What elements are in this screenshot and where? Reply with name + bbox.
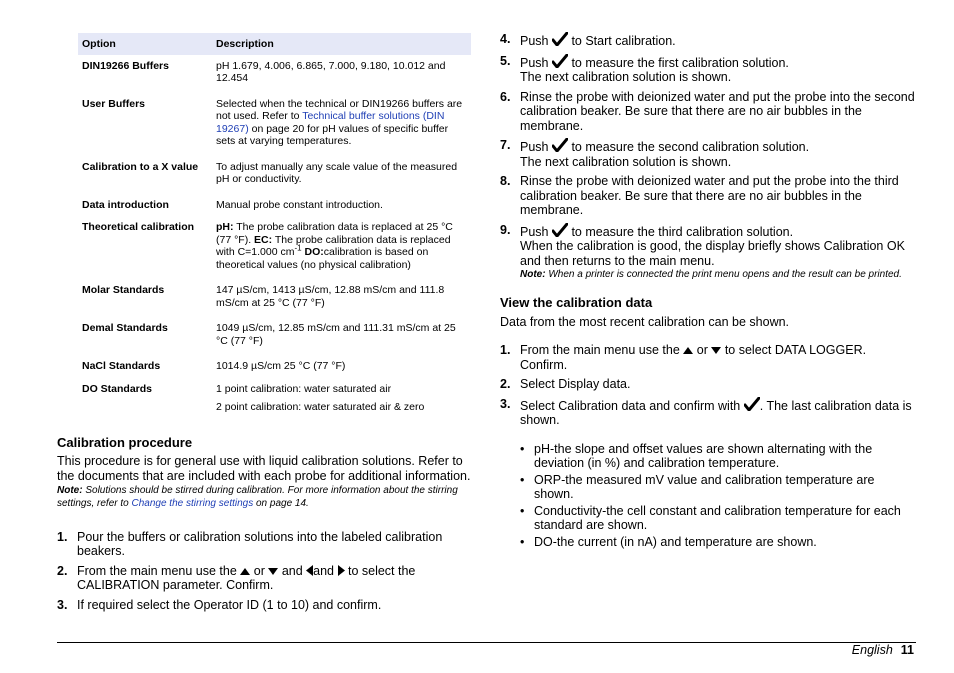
list-item [500,535,916,550]
step-number: 4. [500,32,511,46]
step-number: 5. [500,53,511,68]
option-description: 1049 µS/cm, 12.85 mS/cm and 111.31 mS/cm at 25 °C (77 °F) [216,322,456,347]
arrow-right-icon [338,565,345,576]
option-name: Demal Standards [82,322,168,334]
note-label: Note: [520,269,546,280]
step-text: Select Display data. [520,377,631,391]
step-2 [57,564,475,593]
step-5 [500,54,916,85]
table-row [78,276,471,314]
option-name: NaCl Standards [82,360,161,372]
table-row [78,352,471,378]
checkmark-icon [552,32,568,46]
table-row [78,90,471,153]
option-name: DO Standards [82,382,153,395]
calibration-intro: This procedure is for general use with liquid calibration solutions. Refer to the documents that are included with each probe for additional information. [57,453,471,483]
arrow-up-icon [683,346,693,355]
list-item [500,473,916,502]
option-description [212,216,471,276]
step-text: From the main menu use the [77,563,241,578]
step-number: 7. [500,138,511,152]
description-text: Selected when the technical or DIN19266 buffers are not used. Refer to [216,97,463,122]
ec-label: EC: [254,233,273,246]
checkmark-icon [552,223,568,237]
step-text: Push [520,224,552,239]
step-number: 1. [57,529,68,544]
note-text: Solutions should be stirred during calibration. For more information about the stirring settings, refer to [57,484,458,509]
step-number: 1. [500,343,511,357]
calibration-note [57,484,475,510]
left-column [57,33,475,612]
table-row [78,153,471,191]
step-text: to measure the first calibration solution. [567,55,789,70]
note-text: on page 14. [253,497,309,509]
step-number: 8. [500,174,511,188]
view-step-1 [500,343,916,372]
step-number: 2. [57,563,68,578]
step-text: Rinse the probe with deionized water and put the probe into the third calibration beaker. Be sure that there are no air bubbles in the membrane. [520,174,899,217]
option-description [212,90,471,153]
step-result: The next calibration solution is shown. [520,70,732,84]
option-description: 147 µS/cm, 1413 µS/cm, 12.88 mS/cm and 111.8 mS/cm at 25 °C (77 °F) [216,284,445,309]
step-text: to select DATA LOGGER. Confirm. [520,343,867,372]
table-row [78,378,471,419]
list-item-text: DO-the current (in nA) and temperature are shown. [534,534,817,549]
step-text: If required select the Operator ID (1 to 10) and confirm. [77,597,382,612]
right-column [500,32,916,549]
arrow-down-icon [711,346,721,355]
step-9-note [520,268,916,281]
link-technical-buffer[interactable]: Technical buffer solutions (DIN 19267) [216,110,445,135]
list-item-text: ORP-the measured mV value and calibration temperature are shown. [534,472,875,501]
step-number: 9. [500,222,511,237]
step-text: to select the CALIBRATION parameter. Confirm. [77,563,416,592]
arrow-up-icon [240,567,250,576]
calibration-heading: Calibration procedure [57,434,193,450]
footer-language: English [851,643,893,657]
step-number: 3. [57,597,68,612]
checkmark-icon [552,54,568,68]
bullet-mark: • [520,472,525,487]
step-9 [500,223,916,282]
calibration-data-list [500,442,916,550]
step-text: . The last calibration data is shown. [520,398,912,427]
table-row [78,191,471,217]
ph-label: pH: [216,221,234,233]
description-text: on page 20 for pH values of specific buffer sets at varying temperatures. [216,122,449,147]
arrow-down-icon [268,567,278,576]
list-item [500,442,916,471]
calibration-steps [57,530,475,613]
view-step-3 [500,397,916,428]
view-intro: Data from the most recent calibration can be shown. [500,315,790,329]
step-text: or [693,343,712,357]
step-number: 6. [500,89,511,104]
description-text: The probe calibration data is replaced at 25 °C (77 °F). [216,221,453,246]
page-number: 11 [900,643,914,657]
step-text: and [278,563,307,578]
step-number: 2. [500,377,511,391]
step-text: Rinse the probe with deionized water and put the probe into the second calibration beaker. Be sure that there are no air bubbles in the membrane. [520,89,915,133]
link-stirring-settings[interactable]: Change the stirring settings [131,497,254,509]
option-name: User Buffers [82,97,146,110]
step-result: The next calibration solution is shown. [520,154,732,169]
step-text: From the main menu use the [520,343,684,357]
step-1 [57,530,475,559]
option-name: Theoretical calibration [82,221,195,233]
step-text: Pour the buffers or calibration solutions into the labeled calibration beakers. [77,529,443,558]
step-text: Push [520,140,552,154]
option-description: 1014.9 µS/cm 25 °C (77 °F) [216,360,346,372]
options-table [78,33,471,419]
step-6 [500,90,916,134]
list-item-text: Conductivity-the cell constant and calibration temperature for each standard are shown. [534,503,901,532]
step-text: to Start calibration. [567,34,676,48]
superscript: -1 [294,243,302,253]
bullet-mark: • [520,441,525,456]
step-3 [57,598,475,613]
step-text: Select Calibration data and confirm with [520,398,744,413]
step-text: to measure the third calibration solution. [567,224,794,239]
bullet-mark: • [520,503,525,518]
step-text: Push [520,55,552,70]
do-label: DO: [304,246,324,258]
step-text: or [250,563,269,578]
table-row [78,314,471,352]
step-8 [500,174,916,218]
option-name: Data introduction [82,198,169,211]
step-7 [500,138,916,169]
checkmark-icon [744,397,760,411]
checkmark-icon [552,138,568,152]
step-text: Push [520,34,552,48]
description-line: 1 point calibration: water saturated air [216,382,392,395]
step-number: 3. [500,396,511,411]
note-text: When a printer is connected the print menu opens and the result can be printed. [545,269,902,280]
bullet-mark: • [520,534,525,549]
option-name: Calibration to a X value [82,160,199,173]
table-header-row [78,33,471,55]
table-row [78,55,471,90]
option-description: Manual probe constant introduction. [216,198,383,211]
page-footer [852,643,914,657]
description-text: calibration is based on theoretical values (no physical calibration) [216,246,429,271]
step-text: to measure the second calibration solution. [567,140,810,154]
description-line: 2 point calibration: water saturated air & zero [216,401,425,413]
option-description [212,378,471,419]
table-header-option: Option [78,33,212,55]
step-4 [500,32,916,49]
note-label: Note: [57,484,83,496]
description-text: The probe calibration data is replaced with C=1.000 cm [216,233,451,258]
list-item [500,504,916,533]
view-steps [500,343,916,428]
option-name: Molar Standards [82,284,165,296]
step-result: When the calibration is good, the display briefly shows Calibration OK and then returns to the main menu. [520,239,905,268]
list-item-text: pH-the slope and offset values are shown alternating with the deviation (in %) and calibration temperature. [534,441,873,470]
option-name: DIN19266 Buffers [82,59,169,72]
option-description: pH 1.679, 4.006, 6.865, 7.000, 9.180, 10.012 and 12.454 [216,59,446,84]
view-heading: View the calibration data [500,295,653,310]
step-text: and [313,563,338,578]
footer-divider [57,642,916,643]
table-row [78,216,471,276]
view-step-2 [500,377,916,392]
option-description: To adjust manually any scale value of the measured pH or conductivity. [216,160,458,185]
table-header-description: Description [212,33,471,55]
